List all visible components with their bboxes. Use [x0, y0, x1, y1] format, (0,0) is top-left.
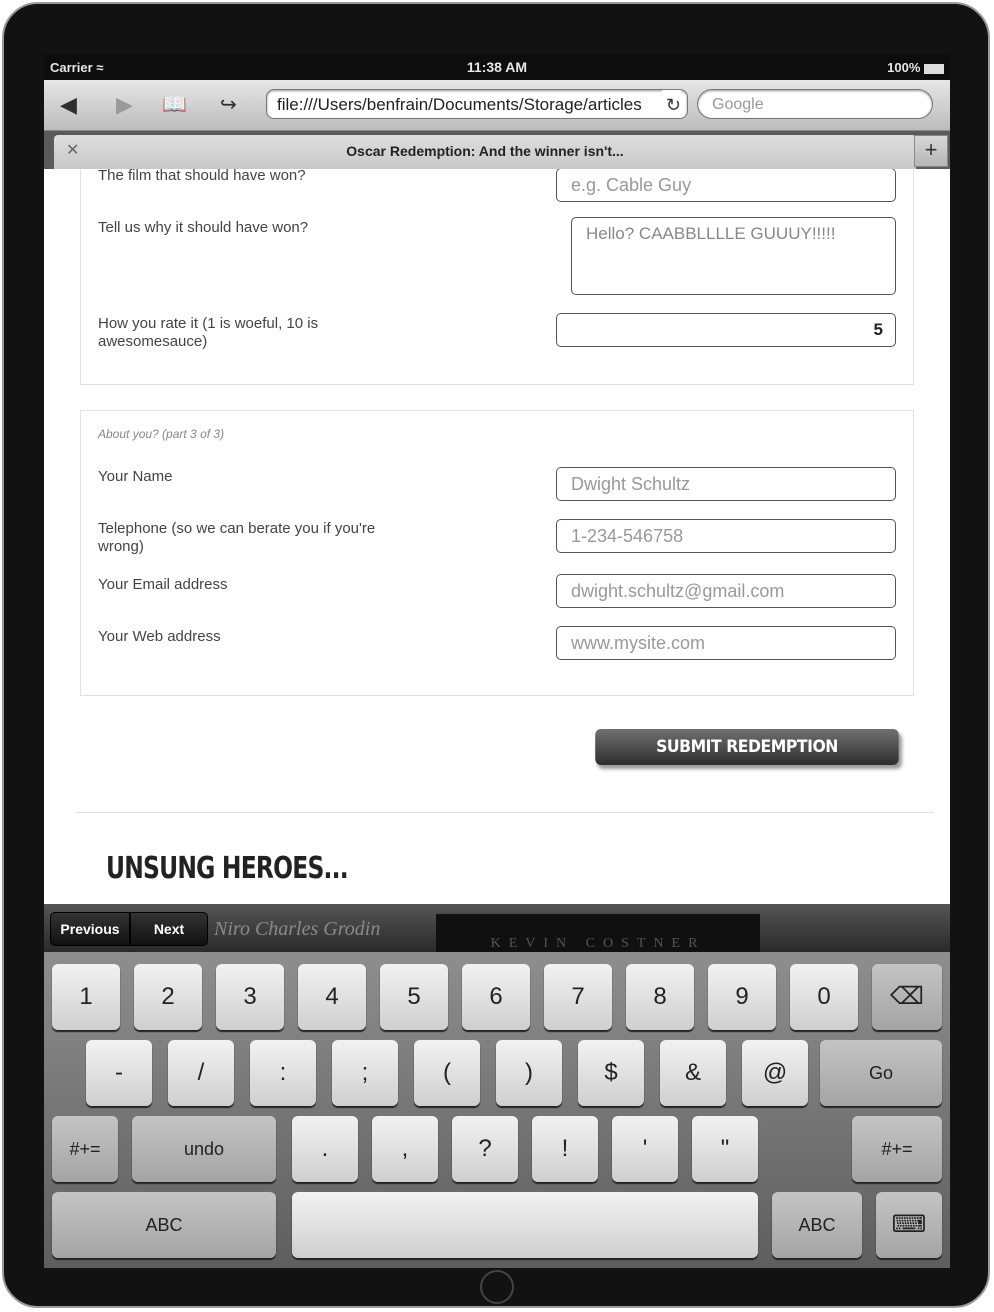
key-apostrophe[interactable]: '	[612, 1116, 678, 1182]
divider	[76, 812, 934, 813]
key-3[interactable]: 3	[216, 964, 284, 1030]
rate-label: How you rate it (1 is woeful, 10 is awesomesauce)	[98, 315, 319, 350]
space-key[interactable]	[292, 1192, 758, 1258]
abc-key-right[interactable]: ABC	[772, 1192, 862, 1258]
key-quote[interactable]: "	[692, 1116, 758, 1182]
tab-title: Oscar Redemption: And the winner isn't...	[346, 143, 624, 159]
email-input[interactable]: dwight.schultz@gmail.com	[556, 574, 896, 608]
email-label: Your Email address	[98, 576, 228, 593]
key-2[interactable]: 2	[134, 964, 202, 1030]
key-slash[interactable]: /	[168, 1040, 234, 1106]
key-dollar[interactable]: $	[578, 1040, 644, 1106]
symbols-key-right[interactable]: #+=	[852, 1116, 942, 1182]
phone-input[interactable]: 1-234-546758	[556, 519, 896, 553]
film-label: The film that should have won?	[98, 169, 306, 184]
symbols-key-left[interactable]: #+=	[52, 1116, 118, 1182]
backspace-icon: ⌫	[890, 983, 924, 1010]
add-tab-button[interactable]: +	[914, 135, 948, 167]
web-input[interactable]: www.mysite.com	[556, 626, 896, 660]
name-input[interactable]: Dwight Schultz	[556, 467, 896, 501]
why-textarea[interactable]: Hello? CAABBLLLLE GUUUY!!!!!	[571, 217, 896, 295]
browser-toolbar	[44, 80, 950, 131]
reload-icon[interactable]: ↻	[662, 90, 681, 119]
key-colon[interactable]: :	[250, 1040, 316, 1106]
forward-icon[interactable]: ▶	[116, 92, 133, 117]
rate-input[interactable]: 5	[556, 313, 896, 347]
key-semicolon[interactable]: ;	[332, 1040, 398, 1106]
close-icon[interactable]: ✕	[66, 142, 80, 159]
key-question[interactable]: ?	[452, 1116, 518, 1182]
hide-keyboard-key[interactable]	[876, 1192, 942, 1258]
film-input[interactable]: e.g. Cable Guy	[556, 169, 896, 202]
why-label: Tell us why it should have won?	[98, 219, 309, 236]
screen	[44, 54, 950, 1268]
key-7[interactable]: 7	[544, 964, 612, 1030]
key-4[interactable]: 4	[298, 964, 366, 1030]
keyboard-icon: ⌨	[891, 1211, 927, 1238]
web-label: Your Web address	[98, 628, 221, 645]
keyboard	[44, 952, 950, 1268]
abc-key-left[interactable]: ABC	[52, 1192, 276, 1258]
battery-indicator: 100%	[887, 60, 944, 75]
submit-button[interactable]: SUBMIT REDEMPTION	[595, 729, 899, 765]
key-close-paren[interactable]: )	[496, 1040, 562, 1106]
keyboard-accessory-bar	[44, 904, 950, 952]
key-0[interactable]: 0	[790, 964, 858, 1030]
key-6[interactable]: 6	[462, 964, 530, 1030]
back-icon[interactable]: ◀	[60, 92, 77, 117]
tab-bar	[44, 131, 950, 169]
carrier-label: Carrier ≈	[50, 60, 104, 75]
search-input[interactable]: Google	[697, 89, 933, 119]
key-1[interactable]: 1	[52, 964, 120, 1030]
phone-label: Telephone (so we can berate you if you're wrong)	[98, 520, 376, 555]
key-ampersand[interactable]: &	[660, 1040, 726, 1106]
key-hyphen[interactable]: -	[86, 1040, 152, 1106]
key-comma[interactable]: ,	[372, 1116, 438, 1182]
background-banner: KEVIN COSTNER	[436, 914, 760, 952]
page-content	[44, 169, 950, 904]
key-period[interactable]: .	[292, 1116, 358, 1182]
previous-button[interactable]: Previous	[50, 912, 130, 946]
backspace-key[interactable]	[872, 964, 942, 1030]
active-tab[interactable]	[54, 135, 916, 169]
home-button[interactable]	[480, 1270, 514, 1304]
name-label: Your Name	[98, 468, 173, 485]
status-bar	[44, 54, 950, 80]
section-heading: UNSUNG HEROES...	[106, 851, 348, 886]
key-open-paren[interactable]: (	[414, 1040, 480, 1106]
status-time: 11:38 AM	[466, 59, 528, 75]
bookmarks-icon[interactable]: 📖	[162, 94, 187, 116]
wifi-icon: ≈	[96, 60, 104, 75]
key-8[interactable]: 8	[626, 964, 694, 1030]
key-5[interactable]: 5	[380, 964, 448, 1030]
key-exclamation[interactable]: !	[532, 1116, 598, 1182]
go-key[interactable]: Go	[820, 1040, 942, 1106]
key-9[interactable]: 9	[708, 964, 776, 1030]
ipad-frame	[2, 2, 990, 1308]
battery-icon	[924, 64, 944, 74]
address-bar[interactable]	[266, 89, 688, 119]
share-icon[interactable]: ↪	[220, 94, 237, 116]
about-legend: About you? (part 3 of 3)	[98, 427, 225, 441]
undo-key[interactable]: undo	[132, 1116, 276, 1182]
address-text: file:///Users/benfrain/Documents/Storage/articles	[277, 95, 642, 114]
key-at[interactable]: @	[742, 1040, 808, 1106]
next-button[interactable]: Next	[130, 912, 208, 946]
background-names-text: Niro Charles Grodin	[214, 918, 381, 940]
